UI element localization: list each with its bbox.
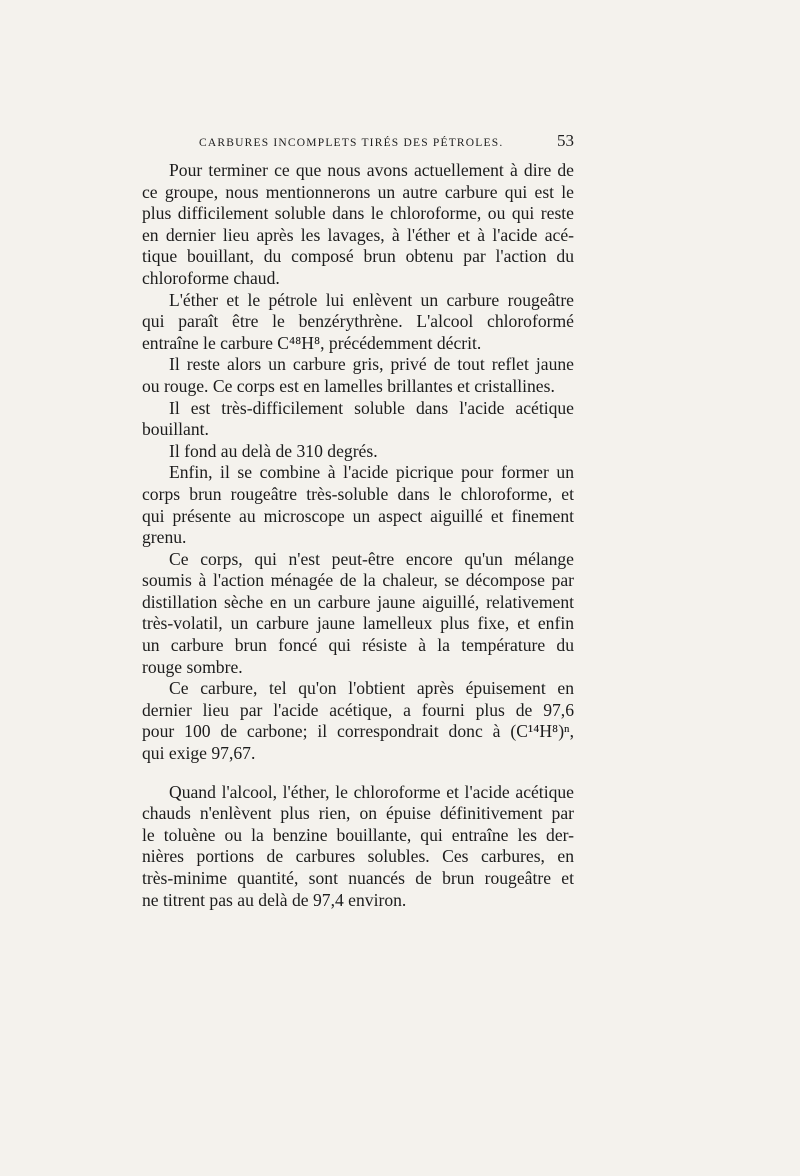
paragraph-2 <box>142 290 574 355</box>
text-line: L'éther et le pétrole lui enlèvent un carbure rougeâtre <box>169 289 574 310</box>
text-line: chauds n'enlèvent plus rien, on épuise définitivement par <box>142 803 574 824</box>
text-line: Pour terminer ce que nous avons actuellement à dire de <box>169 160 574 180</box>
page-number: 53 <box>557 131 574 150</box>
text-line: ce groupe, nous mentionnerons un autre carbure qui est le <box>142 181 574 202</box>
text-line: dernier lieu par l'acide acétique, a fourni plus de 97,6 <box>142 699 574 720</box>
text-line: Ce carbure, tel qu'on l'obtient après épuisement en <box>169 678 574 699</box>
paragraph-3 <box>142 354 574 397</box>
text-line: ou rouge. Ce corps est en lamelles brillantes et cristallines. <box>142 375 555 396</box>
text-line: Ce corps, qui n'est peut-être encore qu'un mélange <box>169 548 574 569</box>
text-line: le toluène ou la benzine bouillante, qui entraîne les der- <box>142 824 574 845</box>
text-line: Quand l'alcool, l'éther, le chloroforme et l'acide acétique <box>169 781 574 802</box>
text-line: grenu. <box>142 527 187 548</box>
paragraph-8 <box>142 678 574 764</box>
text-line: pour 100 de carbone; il correspondrait donc à (C¹⁴H⁸)ⁿ, <box>142 721 574 742</box>
text-line: entraîne le carbure C⁴⁸H⁸, précédemment décrit. <box>142 332 482 353</box>
text-line: soumis à l'action ménagée de la chaleur, se décompose par <box>142 570 574 591</box>
paragraph-5 <box>142 441 574 463</box>
text-line: plus difficilement soluble dans le chloroforme, ou qui reste <box>142 203 574 224</box>
text-line: Il est très-difficilement soluble dans l'acide acétique <box>169 397 574 418</box>
text-line: chloroforme chaud. <box>142 267 280 288</box>
text-line: très-volatil, un carbure jaune lamelleux plus fixe, et enfin <box>142 613 574 634</box>
paragraph-7 <box>142 549 574 679</box>
text-line: qui présente au microscope un aspect aiguillé et finement <box>142 505 574 526</box>
text-line: distillation sèche en un carbure jaune aiguillé, relativement <box>142 591 574 612</box>
section-gap <box>142 765 574 782</box>
text-line: corps brun rougeâtre très-soluble dans le chloroforme, et <box>142 483 574 504</box>
text-line: en dernier lieu après les lavages, à l'éther et à l'acide acé- <box>142 224 574 245</box>
text-line: rouge sombre. <box>142 656 243 677</box>
text-line: très-minime quantité, sont nuancés de brun rougeâtre et <box>142 868 574 888</box>
text-line: ne titrent pas au delà de 97,4 environ. <box>142 889 407 910</box>
text-line: bouillant. <box>142 419 209 440</box>
text-line: Il reste alors un carbure gris, privé de tout reflet jaune <box>169 354 574 375</box>
text-line: qui exige 97,67. <box>142 743 256 764</box>
text-line: Enfin, il se combine à l'acide picrique pour former un <box>169 462 574 483</box>
paragraph-9 <box>142 782 574 912</box>
running-title: CARBURES INCOMPLETS TIRÉS DES PÉTROLES. <box>199 137 504 149</box>
paragraph-1 <box>142 160 574 290</box>
text-line: nières portions de carbures solubles. Ces carbures, en <box>142 846 574 867</box>
text-line: Il fond au delà de 310 degrés. <box>169 440 378 461</box>
text-line: tique bouillant, du composé brun obtenu par l'action du <box>142 246 574 267</box>
body-text <box>142 160 574 911</box>
text-line: un carbure brun foncé qui résiste à la température du <box>142 635 574 656</box>
paragraph-6 <box>142 462 574 548</box>
paragraph-4 <box>142 398 574 441</box>
running-head <box>199 131 574 151</box>
text-line: qui paraît être le benzérythrène. L'alcool chloroformé <box>142 311 574 332</box>
